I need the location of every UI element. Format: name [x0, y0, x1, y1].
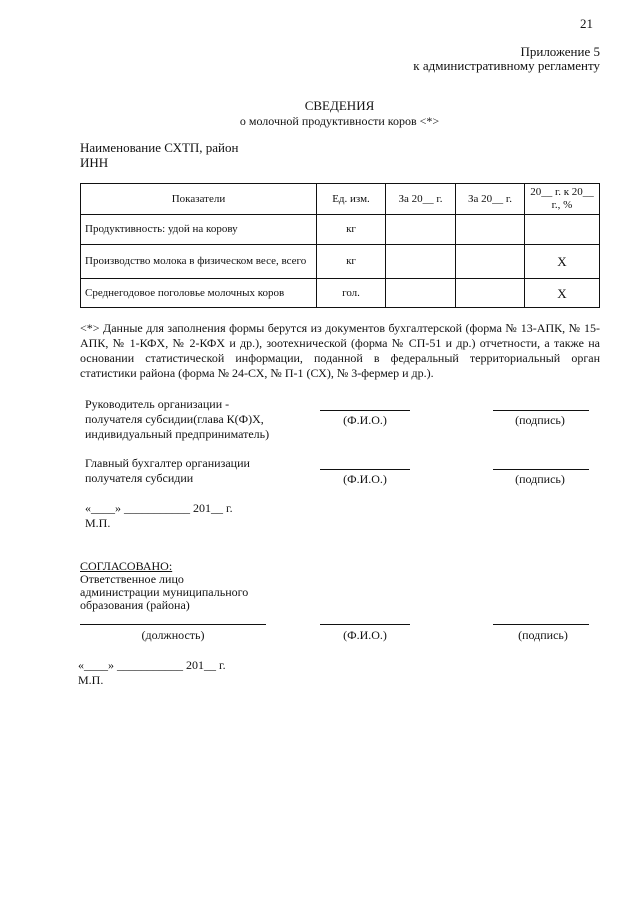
- date-line-2: «____» ___________ 201__ г.: [78, 658, 226, 672]
- inn-label: ИНН: [80, 155, 109, 170]
- head-sign-line: [493, 410, 589, 411]
- seal-1: М.П.: [85, 516, 111, 530]
- row-indicator: Продуктивность: удой на корову: [81, 215, 317, 245]
- approved-sign-line: [493, 624, 589, 625]
- head-fio-label: (Ф.И.О.): [343, 413, 387, 427]
- header-unit: Ед. изм.: [317, 184, 386, 215]
- table-row: [81, 279, 600, 308]
- header-percent: 20__ г. к 20__ г., %: [525, 184, 600, 215]
- row-percent-cell: Х: [525, 245, 600, 279]
- accountant-sign-label: (подпись): [515, 472, 565, 486]
- accountant-fio-label: (Ф.И.О.): [343, 472, 387, 486]
- appendix-line-1: Приложение 5: [520, 44, 600, 59]
- head-signer-line-2: получателя субсидии(глава К(Ф)Х,: [85, 412, 264, 426]
- row-unit: гол.: [317, 279, 386, 308]
- position-line: [80, 624, 266, 625]
- table-header-row: [81, 184, 600, 215]
- document-title: СВЕДЕНИЯ: [304, 98, 375, 113]
- header-period-2: За 20__ г.: [456, 184, 525, 215]
- row-period-1-cell[interactable]: [386, 215, 456, 245]
- productivity-table: [80, 183, 600, 308]
- row-percent-cell: Х: [525, 279, 600, 308]
- row-period-2-cell[interactable]: [456, 245, 525, 279]
- row-indicator: Производство молока в физическом весе, всего: [81, 245, 317, 279]
- document-subtitle: о молочной продуктивности коров <*>: [239, 114, 440, 128]
- head-sign-label: (подпись): [515, 413, 565, 427]
- head-signer-line-3: индивидуальный предприниматель): [85, 427, 270, 441]
- row-unit: кг: [317, 245, 386, 279]
- date-line-1: «____» ___________ 201__ г.: [85, 501, 233, 515]
- approved-heading: СОГЛАСОВАНО:: [80, 559, 173, 573]
- accountant-line-1: Главный бухгалтер организации: [85, 456, 250, 470]
- head-signer-line-1: Руководитель организации -: [85, 397, 230, 411]
- approved-fio-line: [320, 624, 410, 625]
- seal-2: М.П.: [78, 673, 104, 687]
- approved-line-3: образования (района): [80, 598, 190, 612]
- position-label: (должность): [141, 628, 205, 642]
- header-period-1: За 20__ г.: [386, 184, 456, 215]
- page-number: 21: [580, 16, 593, 31]
- table-row: [81, 245, 600, 279]
- appendix-line-2: к административному регламенту: [413, 58, 600, 73]
- accountant-sign-line: [493, 469, 589, 470]
- approved-sign-label: (подпись): [518, 628, 568, 642]
- org-name-label: Наименование СХТП, район: [80, 140, 239, 155]
- approved-line-2: администрации муниципального: [80, 585, 249, 599]
- accountant-line-2: получателя субсидии: [85, 471, 194, 485]
- row-unit: кг: [317, 215, 386, 245]
- table-row: [81, 215, 600, 245]
- row-period-1-cell[interactable]: [386, 279, 456, 308]
- header-indicator: Показатели: [81, 184, 317, 215]
- row-period-1-cell[interactable]: [386, 245, 456, 279]
- row-period-2-cell[interactable]: [456, 279, 525, 308]
- row-period-2-cell[interactable]: [456, 215, 525, 245]
- accountant-fio-line: [320, 469, 410, 470]
- head-fio-line: [320, 410, 410, 411]
- row-percent-cell[interactable]: [525, 215, 600, 245]
- row-indicator: Среднегодовое поголовье молочных коров: [81, 279, 317, 308]
- approved-fio-label: (Ф.И.О.): [343, 628, 387, 642]
- footnote: <*> Данные для заполнения формы берутся из документов бухгалтерской (форма № 13-АПК, № 15-АПК, № 1-КФХ, № 2-КФХ и др.), зоотехнической (форма № СП-51 и др.) отчетности, а также на основании статистической информации, поданной в федеральный территориальный орган статистики района (форма № 24-СХ, № П-1 (СХ), № 3-фермер и др.).: [80, 321, 600, 380]
- approved-line-1: Ответственное лицо: [80, 572, 184, 586]
